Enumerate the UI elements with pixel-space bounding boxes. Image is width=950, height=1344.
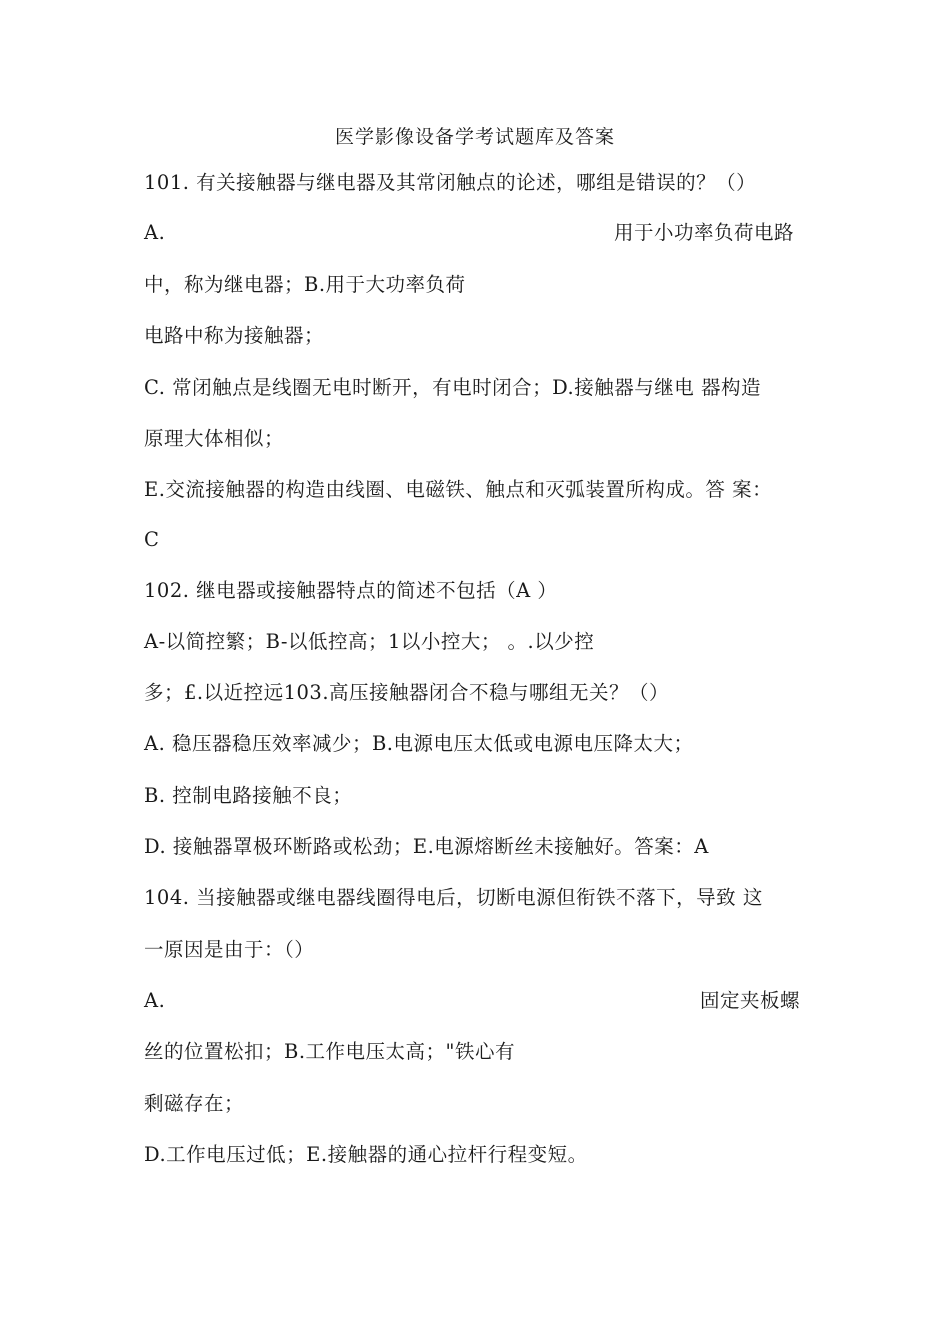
option-line [144,988,824,1014]
question-102: 102. 继电器或接触器特点的简述不包括（A ） [144,579,558,602]
option-line: E.交流接触器的构造由线圈、电磁铁、触点和灭弧装置所构成。答 案： [144,478,773,501]
option-text: 用于小功率负荷电路 [613,221,794,244]
option-line: 剩磁存在； [144,1092,245,1115]
answer-line: C [144,528,160,551]
option-line: D. 接触器罩极环断路或松劲；E.电源熔断丝未接触好。答案：A [144,835,709,858]
question-104: 104. 当接触器或继电器线圈得电后，切断电源但衔铁不落下，导致 这 [144,886,763,909]
question-103: 多；£.以近控远103.高压接触器闭合不稳与哪组无关？（） [144,681,670,704]
option-line: 原理大体相似； [144,427,285,450]
option-line: 电路中称为接触器； [144,324,325,347]
option-line [144,220,824,246]
option-line: D.工作电压过低；E.接触器的通心拉杆行程变短。 [144,1143,588,1166]
option-line: C. 常闭触点是线圈无电时断开，有电时闭合；D.接触器与继电 器构造 [144,376,761,399]
option-label: A. [144,221,166,244]
question-101: 101. 有关接触器与继电器及其常闭触点的论述，哪组是错误的？（） [144,171,757,194]
option-line: B. 控制电路接触不良； [144,784,353,807]
page-title: 医学影像设备学考试题库及答案 [334,126,615,148]
option-line: A-以简控繁；B-以低控高；1以小控大； 。.以少控 [144,630,595,653]
option-line: A. 稳压器稳压效率减少；B.电源电压太低或电源电压降太大； [144,732,694,755]
option-line: 丝的位置松扣；B.工作电压太高；"铁心有 [144,1040,515,1063]
option-label: A. [144,989,166,1012]
question-104-cont: 一原因是由于：（） [144,938,315,961]
option-line: 中，称为继电器；B.用于大功率负荷 [144,273,466,296]
option-text: 固定夹板螺 [699,989,800,1012]
